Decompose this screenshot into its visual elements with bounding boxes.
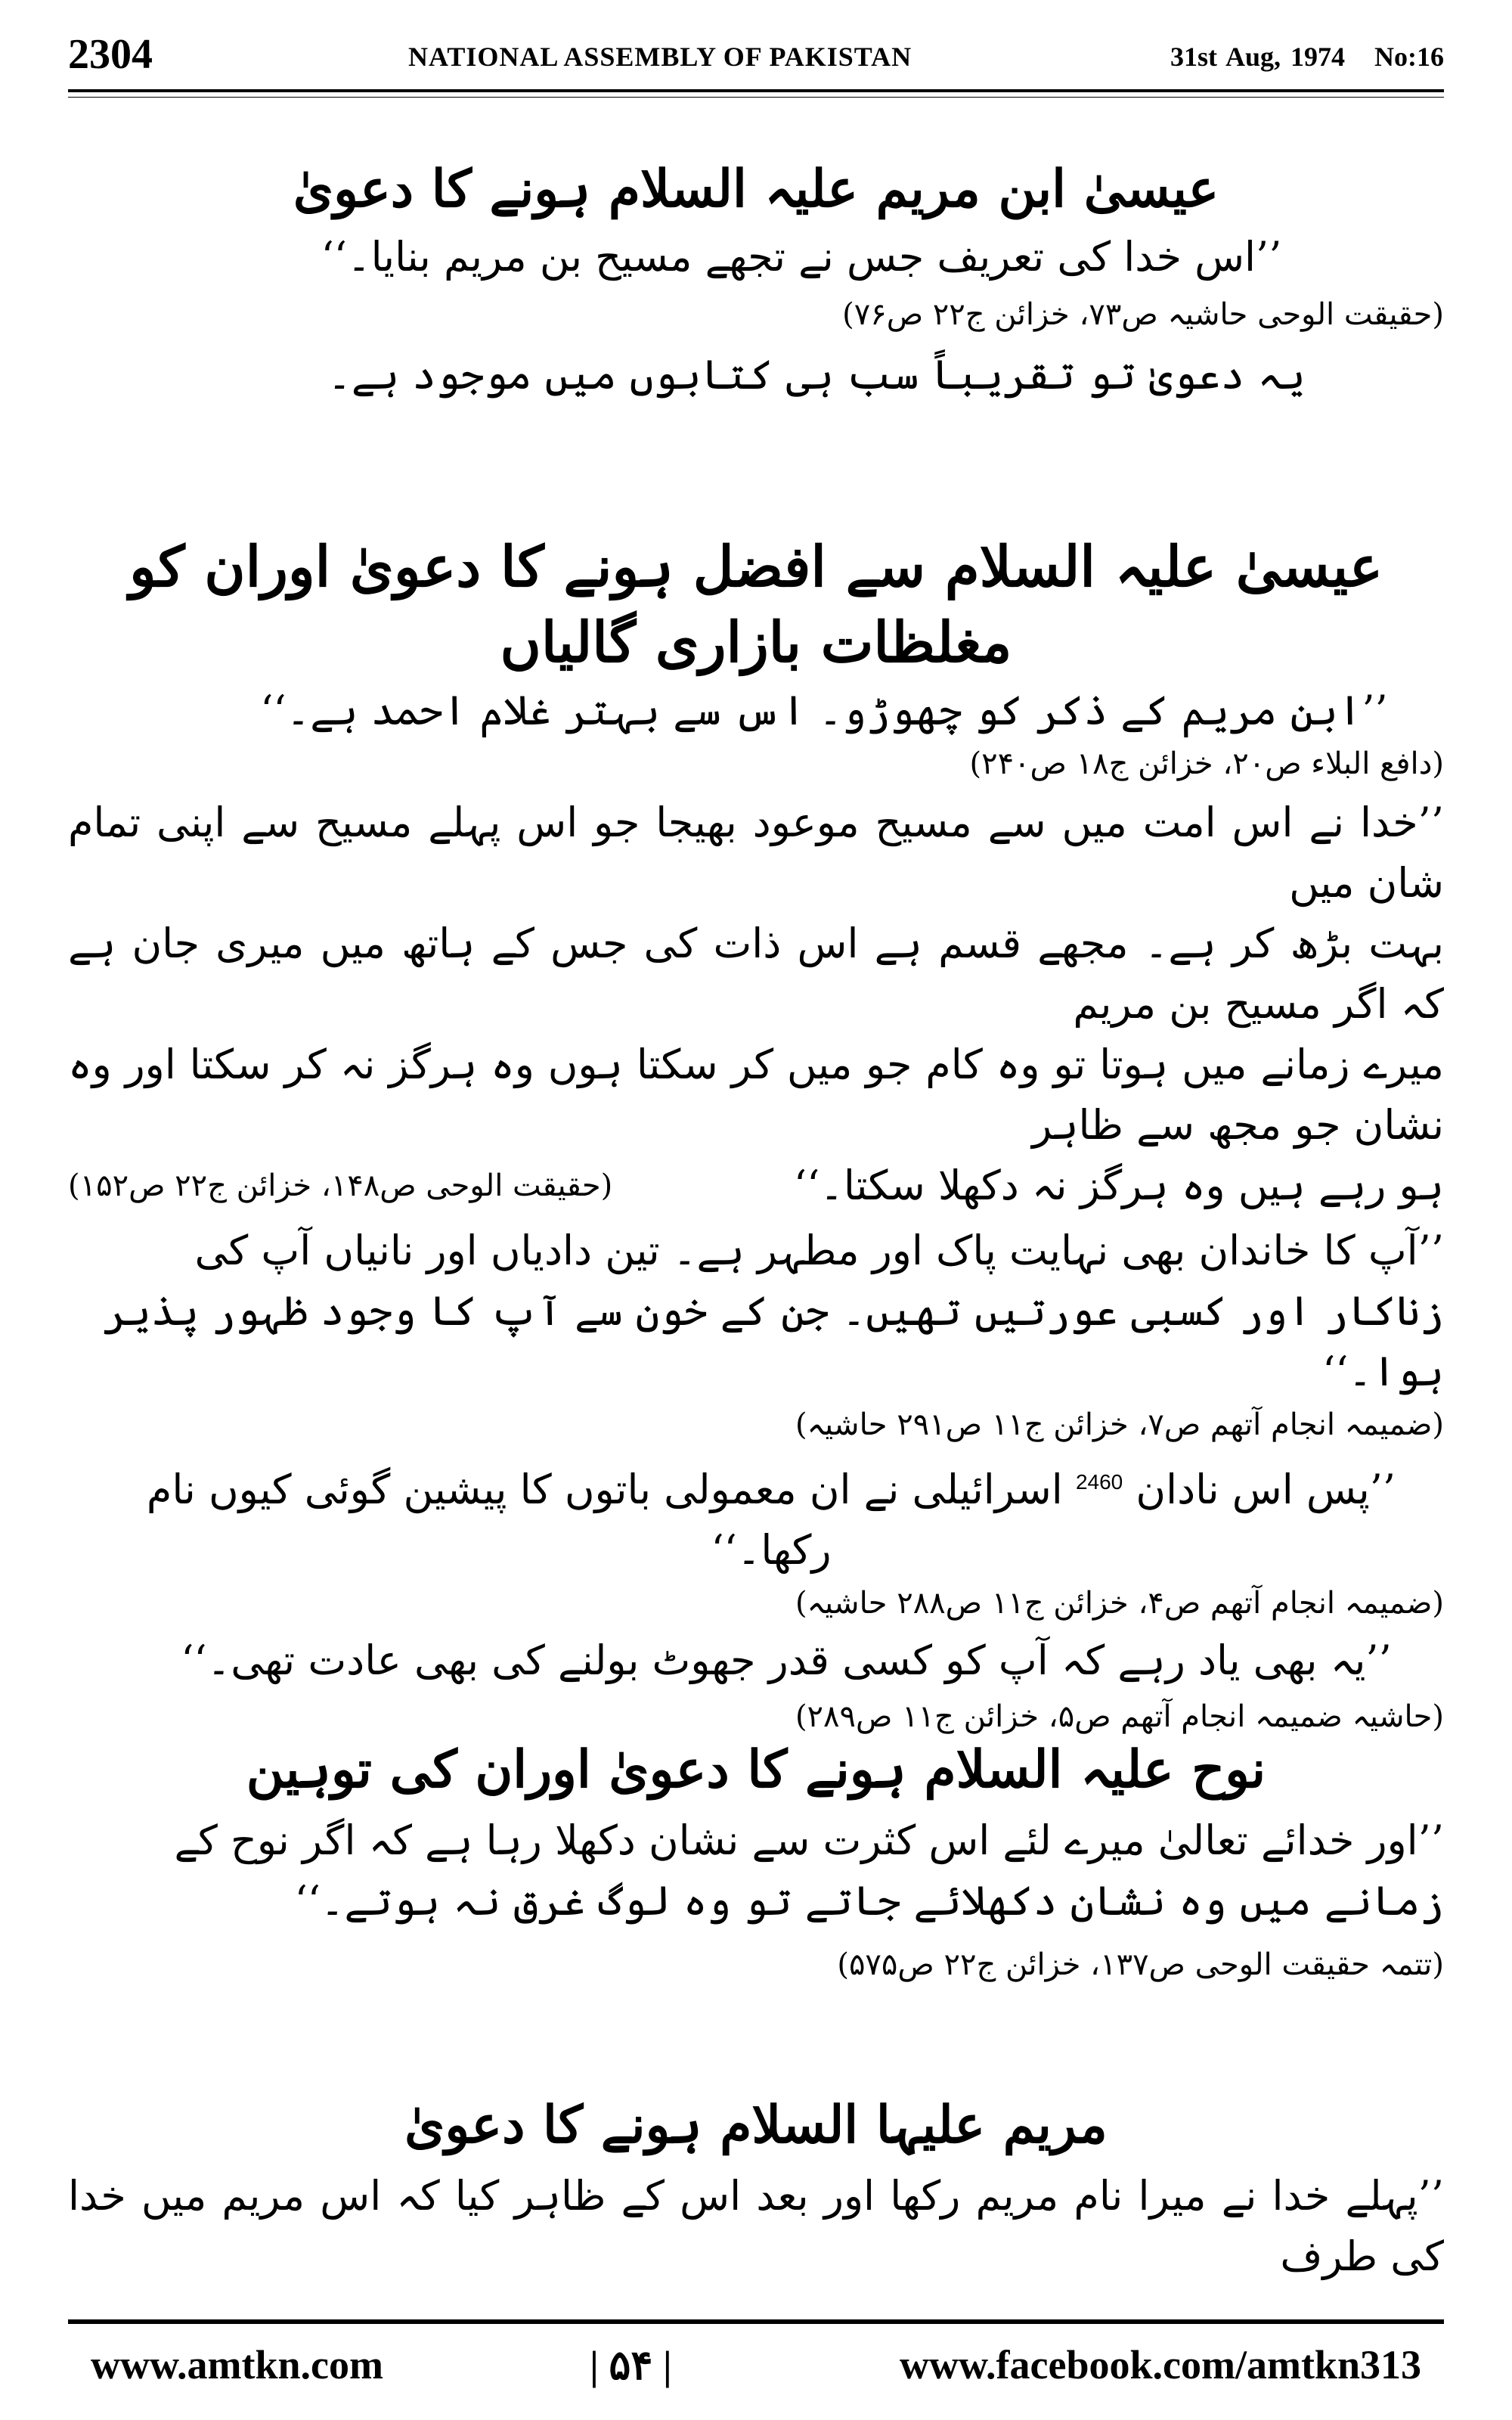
quote-line: زناکار اور کسبی عورتیں تھیں۔ جن کے خون سے آپ کا وجود ظہور پذیر ہوا۔‘‘ [103,1287,1444,1395]
quote-line: میرے زمانے میں ہوتا تو وہ کام جو میں کر سکتا ہوں وہ ہرگز نہ کر سکتا اور وہ نشان جو مجھ سے ظاہر [68,1041,1444,1149]
date-text: 31st Aug, 1974 [1170,42,1345,72]
reference: (دافع البلاء ص۲۰، خزائن ج۱۸ ص۲۴۰) [969,746,1444,781]
reference: (حقیقت الوحی ص۱۴۸، خزائن ج۲۲ ص۱۵۲) [68,1168,613,1203]
quote-line: ہو رہے ہیں وہ ہرگز نہ دکھلا سکتا۔‘‘ [793,1162,1444,1209]
page-number: 2304 [68,31,153,78]
issue-number: No:16 [1374,42,1444,72]
reference: (تتمہ حقیقت الوحی ص۱۳۷، خزائن ج۲۲ ص۵۷۵) [837,1947,1444,1982]
section-superiority-claim [68,529,1444,1739]
section-maryam-claim [68,2087,1444,2287]
quote-line: زمانے میں وہ نشان دکھلائے جاتے تو وہ لوگ غرق نہ ہوتے۔‘‘ [294,1877,1444,1925]
section-heading: مریم علیہا السلام ہونے کا دعویٰ [404,2095,1108,2155]
quote: ’’ابن مریم کے ذکر کو چھوڑو۔ اس سے بہتر غلام احمد ہے۔‘‘ [260,687,1388,734]
reference: (حاشیہ ضمیمہ انجام آتھم ص۵، خزائن ج۱۱ ص۲۸۹) [795,1699,1444,1734]
quote [68,1452,1444,1581]
quote-line: بہت بڑھ کر ہے۔ مجھے قسم ہے اس ذات کی جس کے ہاتھ میں میری جان ہے کہ اگر مسیح بن مریم [68,920,1444,1028]
note-text: یہ دعویٰ تو تقریباً سب ہی کتابوں میں موجود ہے۔ [327,351,1306,399]
section-isa-claim [68,151,1444,405]
header-rule-thin [68,97,1444,98]
website-link[interactable]: www.amtkn.com [91,2342,383,2387]
section-heading: عیسیٰ ابن مریم علیہ السلام ہونے کا دعویٰ [293,159,1219,219]
section-heading: نوح علیہ السلام ہونے کا دعویٰ اوران کی توہین [246,1739,1266,1800]
reference: (ضمیمہ انجام آتھم ص۴، خزائن ج۱۱ ص۲۸۸ حاشیہ) [795,1586,1444,1621]
quote: ’’یہ بھی یاد رہے کہ آپ کو کسی قدر جھوٹ بولنے کی بھی عادت تھی۔‘‘ [181,1637,1392,1684]
publication-title: NATIONAL ASSEMBLY OF PAKISTAN [408,42,912,72]
page-header [68,30,1444,83]
header-rule [68,89,1444,92]
footnote-number: 2460 [1075,1470,1123,1494]
quote-line-with-ref [68,1156,1444,1216]
reference: (ضمیمہ انجام آتھم ص۷، خزائن ج۱۱ ص۲۹۱ حاشیہ) [795,1407,1444,1442]
page-footer [68,2337,1444,2397]
issue-date [1170,41,1444,73]
facebook-link[interactable]: www.facebook.com/amtkn313 [900,2342,1421,2387]
quote-part: ’’پس اس نادان [1136,1466,1396,1513]
footer-rule [68,2319,1444,2324]
section-heading: عیسیٰ علیہ السلام سے افضل ہونے کا دعویٰ اوران کو مغلظات بازاری گالیاں [129,535,1383,675]
reference: (حقیقت الوحی حاشیہ ص۷۳، خزائن ج۲۲ ص۷۶) [842,297,1444,332]
section-nooh-claim [68,1732,1444,1987]
quote: ’’اس خدا کی تعریف جس نے تجھے مسیح بن مریم بنایا۔‘‘ [321,233,1282,281]
quote-line: ’’آپ کا خاندان بھی نہایت پاک اور مطہر ہے۔ تین دادیاں اور نانیاں آپ کی [194,1227,1444,1274]
quote-part: اسرائیلی نے ان معمولی باتوں کا پیشین گوئی کیوں نام رکھا۔‘‘ [146,1466,1063,1574]
quote-line: ’’اور خدائے تعالیٰ میرے لئے اس کثرت سے نشان دکھلا رہا ہے کہ اگر نوح کے [174,1817,1444,1864]
quote-line: ’’پہلے خدا نے میرا نام مریم رکھا اور بعد اس کے ظاہر کیا کہ اس مریم میں خدا کی طرف [68,2172,1444,2280]
footer-page-number: | ۵۴ | [590,2343,672,2388]
quote-line: ’’خدا نے اس امت میں سے مسیح موعود بھیجا جو اس پہلے مسیح سے اپنی تمام شان میں [68,799,1444,907]
